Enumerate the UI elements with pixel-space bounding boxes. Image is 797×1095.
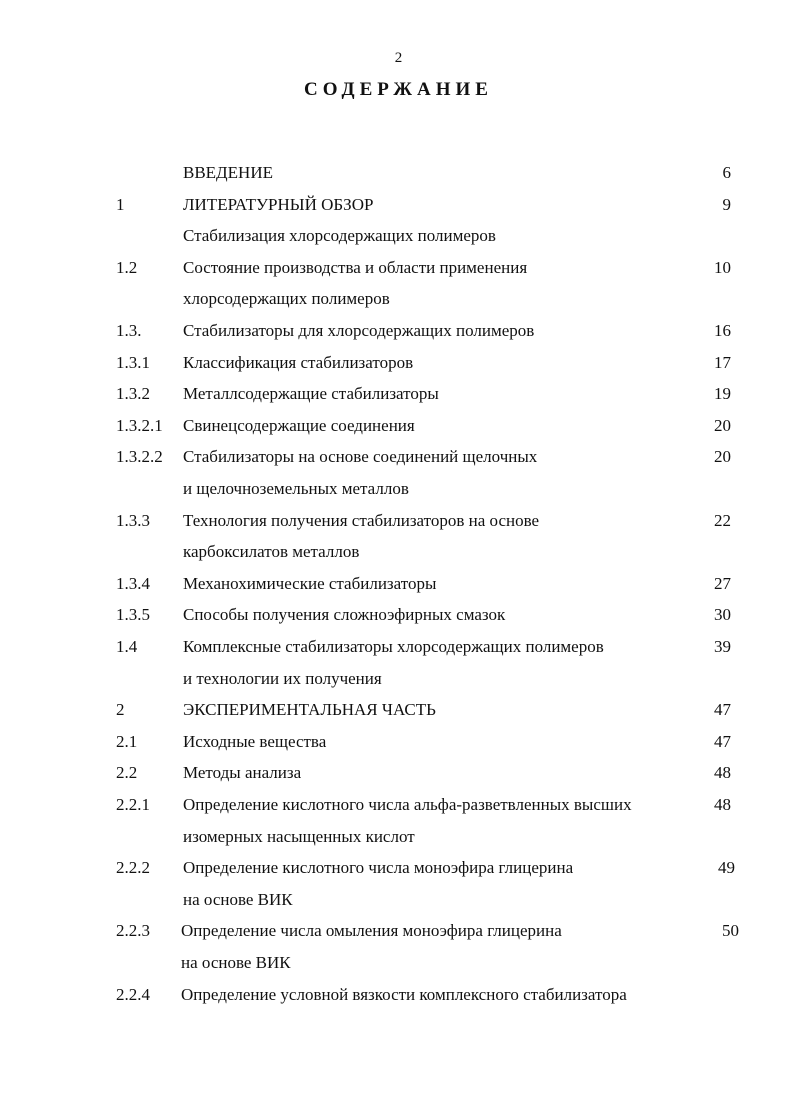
toc-entry-title: Технология получения стабилизаторов на основе bbox=[183, 510, 540, 530]
toc-entry-page: 47 bbox=[714, 731, 731, 751]
toc-entry-number: 2.2 bbox=[116, 763, 138, 783]
toc-entry-page: 6 bbox=[722, 163, 731, 182]
toc-entry bbox=[0, 382, 797, 406]
toc-entry-title: изомерных насыщенных кислот bbox=[183, 826, 415, 846]
toc-entry-title: и щелочноземельных металлов bbox=[183, 479, 409, 498]
toc-entry bbox=[0, 761, 797, 785]
toc-entry-title: Комплексные стабилизаторы хлорсодержащих полимеров bbox=[183, 637, 604, 656]
toc-entry-number: 1.2 bbox=[116, 257, 138, 277]
toc-entry-number: 1.3.3 bbox=[116, 510, 150, 530]
toc-entry-continuation bbox=[0, 825, 797, 849]
toc-entry bbox=[0, 793, 797, 817]
toc-entry-title: Определение кислотного числа альфа-разветвленных высших bbox=[183, 795, 632, 814]
toc-entry-page: 17 bbox=[714, 352, 731, 372]
toc-entry bbox=[0, 730, 797, 754]
toc-entry-page: 22 bbox=[714, 510, 731, 530]
toc-entry-page: 10 bbox=[714, 257, 731, 277]
toc-entry-number: 1 bbox=[116, 194, 125, 214]
toc-entry-continuation bbox=[0, 888, 797, 912]
toc-entry bbox=[0, 572, 797, 596]
toc-entry-number: 1.4 bbox=[116, 637, 138, 656]
toc-entry bbox=[0, 445, 797, 469]
toc-entry bbox=[0, 698, 797, 722]
toc-entry-title: Механохимические стабилизаторы bbox=[183, 573, 437, 593]
toc-entry bbox=[0, 635, 797, 659]
toc-entry-title: карбоксилатов металлов bbox=[183, 542, 360, 562]
toc-entry-page: 19 bbox=[714, 384, 731, 404]
toc-entry bbox=[0, 509, 797, 533]
toc-entry bbox=[0, 193, 797, 217]
toc-entry-title: на основе ВИК bbox=[183, 889, 293, 909]
toc-entry-page: 50 bbox=[722, 921, 739, 941]
toc-entry-number: 2.2.4 bbox=[116, 984, 150, 1004]
toc-entry-title: Определение кислотного числа моноэфира глицерина bbox=[183, 858, 574, 878]
toc-entry-number: 2.2.3 bbox=[116, 921, 150, 941]
toc-entry-continuation bbox=[0, 667, 797, 691]
toc-entry-page: 27 bbox=[714, 573, 731, 593]
toc-entry-title: на основе ВИК bbox=[181, 953, 291, 972]
toc-entry bbox=[0, 351, 797, 375]
toc-entry bbox=[0, 603, 797, 627]
toc-entry-page: 30 bbox=[714, 605, 731, 625]
toc-entry-title: ВВЕДЕНИЕ bbox=[183, 163, 273, 182]
toc-entry-number: 2 bbox=[116, 700, 125, 720]
toc-entry-page: 47 bbox=[714, 700, 731, 720]
toc-entry-title: ЭКСПЕРИМЕНТАЛЬНАЯ ЧАСТЬ bbox=[183, 700, 436, 720]
toc-entry-continuation bbox=[0, 540, 797, 564]
toc-entry-title: ЛИТЕРАТУРНЫЙ ОБЗОР bbox=[183, 194, 374, 214]
toc-entry-title: Методы анализа bbox=[183, 763, 302, 783]
page-number: 2 bbox=[394, 50, 403, 66]
toc-entry bbox=[0, 919, 797, 943]
toc-entry-continuation bbox=[0, 224, 797, 248]
toc-entry-title: Классификация стабилизаторов bbox=[183, 352, 414, 372]
toc-entry-page: 48 bbox=[714, 763, 731, 783]
toc-entry-title: Стабилизация хлорсодержащих полимеров bbox=[183, 226, 496, 246]
toc-entry-page: 39 bbox=[714, 637, 731, 656]
toc-entry-page: 9 bbox=[722, 194, 731, 214]
toc-entry bbox=[0, 319, 797, 343]
toc-entry-title: Способы получения сложноэфирных смазок bbox=[183, 605, 506, 625]
toc-entry-title: и технологии их получения bbox=[183, 668, 382, 688]
toc-entry-title: Определение числа омыления моноэфира глицерина bbox=[181, 921, 562, 941]
toc-entry-continuation bbox=[0, 477, 797, 501]
toc-entry-title: Определение условной вязкости комплексного стабилизатора bbox=[181, 984, 627, 1004]
toc-entry bbox=[0, 161, 797, 185]
toc-entry-page: 20 bbox=[714, 415, 731, 435]
toc-entry-number: 1.3.1 bbox=[116, 352, 150, 372]
toc-entry-title: Исходные вещества bbox=[183, 731, 327, 751]
toc-entry-title: Свинецсодержащие соединения bbox=[183, 415, 415, 435]
toc-entry-number: 1.3. bbox=[116, 321, 142, 340]
toc-entry-number: 1.3.4 bbox=[116, 573, 150, 593]
toc-entry-title: Стабилизаторы для хлорсодержащих полимеров bbox=[183, 321, 535, 340]
toc-entry-title: Состояние производства и области применения bbox=[183, 257, 528, 277]
toc-entry-page: 20 bbox=[714, 447, 731, 467]
toc-entry-continuation bbox=[0, 951, 797, 975]
toc-entry-title: Стабилизаторы на основе соединений щелочных bbox=[183, 447, 538, 467]
toc-entry bbox=[0, 414, 797, 438]
toc-entry-continuation bbox=[0, 287, 797, 311]
toc-entry-number: 1.3.2.1 bbox=[116, 415, 163, 435]
toc-entry bbox=[0, 983, 797, 1007]
toc-entry bbox=[0, 256, 797, 280]
toc-entry-page: 16 bbox=[714, 321, 731, 340]
page-title: СОДЕРЖАНИЕ bbox=[304, 79, 493, 100]
toc-entry-page: 48 bbox=[714, 795, 731, 814]
toc-entry-title: хлорсодержащих полимеров bbox=[183, 289, 390, 309]
toc-entry-number: 1.3.2 bbox=[116, 384, 150, 404]
toc-entry-number: 2.1 bbox=[116, 731, 138, 751]
toc-entry-number: 2.2.2 bbox=[116, 858, 150, 878]
toc-entry-title: Металлсодержащие стабилизаторы bbox=[183, 384, 439, 404]
toc-entry-number: 1.3.2.2 bbox=[116, 447, 163, 467]
toc-entry-number: 1.3.5 bbox=[116, 605, 150, 625]
toc-entry bbox=[0, 856, 797, 880]
toc-entry-number: 2.2.1 bbox=[116, 795, 150, 814]
toc-entry-page: 49 bbox=[718, 858, 735, 878]
